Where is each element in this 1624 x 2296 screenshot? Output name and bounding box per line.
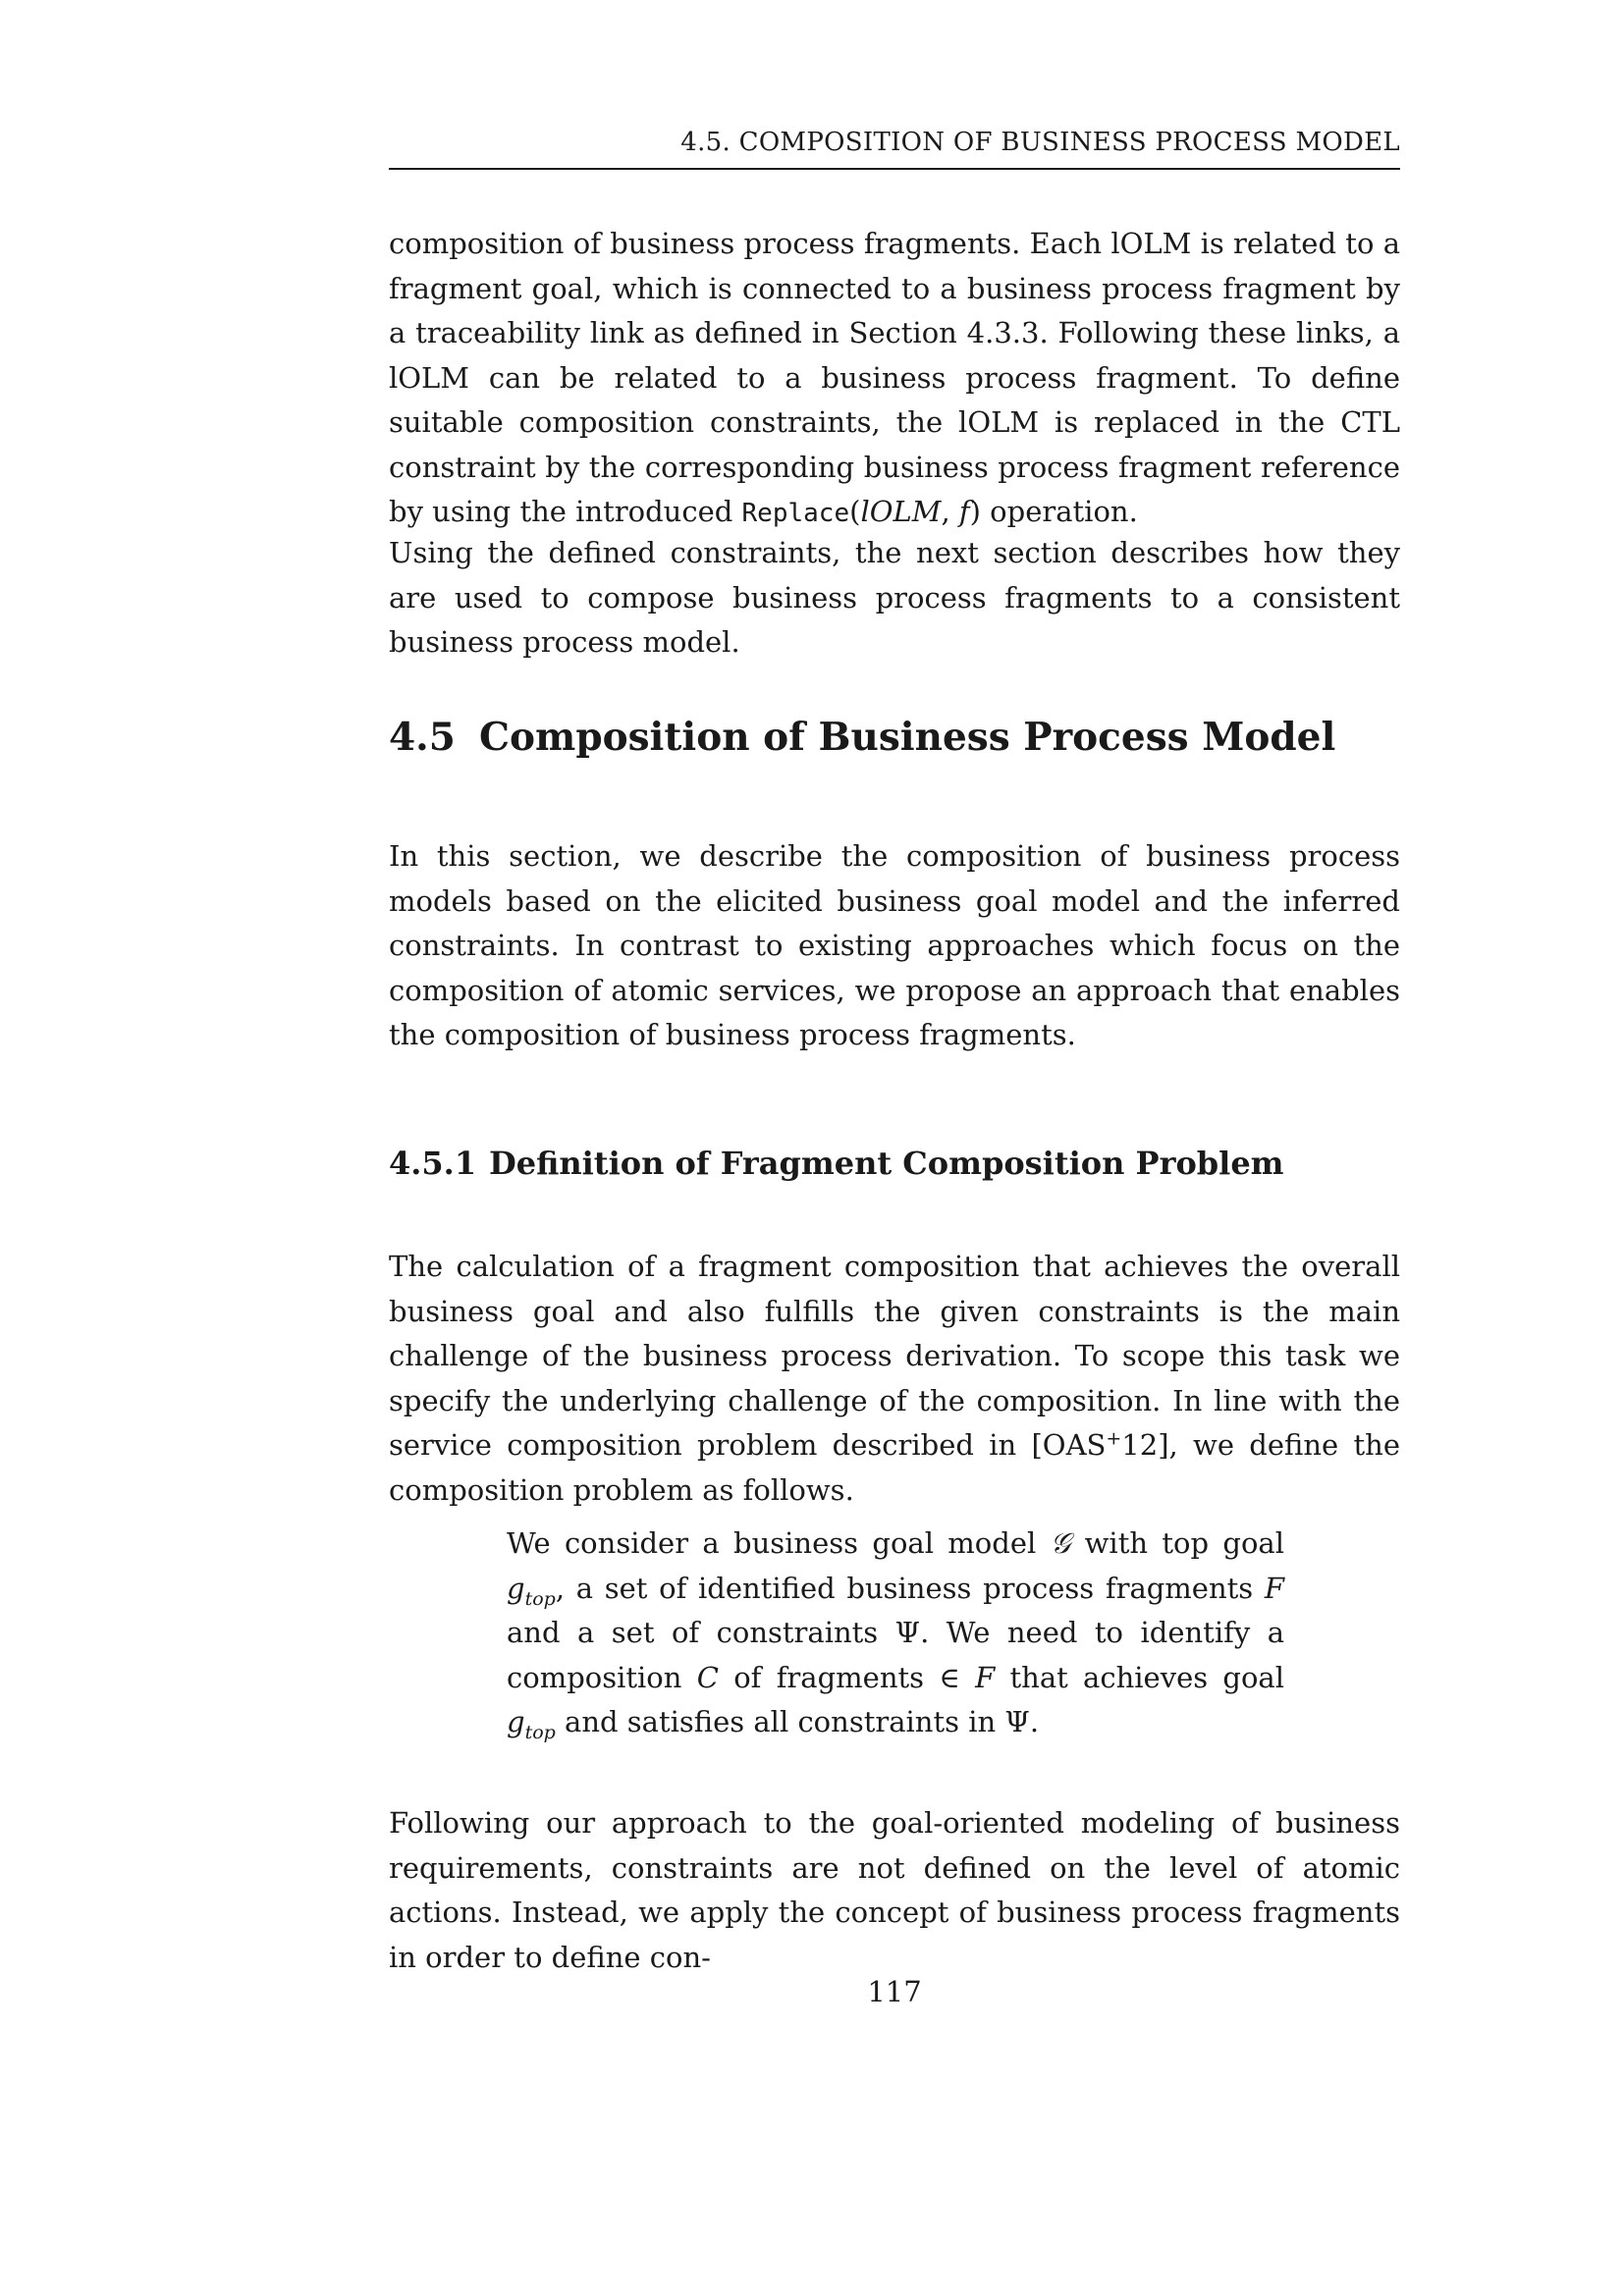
math-top-subscript: top (524, 1721, 556, 1743)
problem-definition-quote (507, 1522, 1284, 1745)
quote-text: and satisfies all constraints in Ψ. (555, 1705, 1040, 1738)
replace-operation-code: Replace (741, 499, 850, 528)
math-g: g (507, 1705, 525, 1738)
paragraph-text-end: 12], we define the composition problem as follows. (389, 1428, 1400, 1507)
subsection-title: Definition of Fragment Composition Problem (489, 1145, 1284, 1182)
comma: , (941, 495, 959, 528)
open-paren: ( (849, 495, 861, 528)
subsection-heading (389, 1145, 1284, 1182)
paragraph-text: The calculation of a fragment composition that achieves the overall business goal and also fulfills the given constraints is the main challenge of the business process derivation. To scope this task we specify the underlying challenge of the composition. In line with the service composition problem described in [OAS (389, 1250, 1400, 1462)
quote-text: with top goal (1070, 1526, 1284, 1560)
math-lolm: lOLM (860, 495, 942, 528)
paragraph-next-section: Using the defined constraints, the next section describes how they are used to compose business process fragments to a consistent business process model. (389, 536, 1400, 659)
paragraph-problem-intro (389, 1245, 1400, 1513)
math-g: g (507, 1571, 525, 1605)
paragraph-text: composition of business process fragments. Each lOLM is related to a fragment goal, which is connected to a business process fragment by a traceability link as defined in Section 4.3.3. Following these links, a lOLM can be related to a business process fragment. To define suitable composition constraints, the lOLM is replaced in the CTL constraint by the corresponding business process fragment reference by using the introduced (389, 227, 1400, 528)
math-goal-model: 𝒢 (1050, 1526, 1071, 1560)
section-heading (389, 715, 1335, 760)
paragraph-composition-constraints (389, 222, 1400, 537)
paragraph-section-intro: In this section, we describe the composition of business process models based on the elicited business goal model and the inferred constraints. In contrast to existing approaches which focus on the composition of atomic services, we propose an approach that enables the composition of business process fragments. (389, 839, 1400, 1051)
math-composition: C (696, 1660, 719, 1694)
math-f: f (958, 495, 970, 528)
quote-text: , a set of identified business process fragments (555, 1571, 1265, 1605)
page-number: 117 (867, 1975, 922, 2008)
math-top-subscript: top (524, 1587, 556, 1610)
section-number: 4.5 (389, 715, 456, 760)
quote-text: We consider a business goal model (507, 1526, 1051, 1560)
section-title: Composition of Business Process Model (479, 715, 1336, 760)
subsection-number: 4.5.1 (389, 1145, 477, 1182)
running-header: 4.5. COMPOSITION OF BUSINESS PROCESS MODEL (680, 128, 1400, 157)
quote-text: and a set of constraints Ψ. We need to identify a composition (507, 1616, 1284, 1694)
quote-text: of fragments ∈ (718, 1660, 976, 1694)
math-fragments: F (975, 1660, 996, 1694)
paragraph-goal-oriented: Following our approach to the goal-oriented modeling of business requirements, constraints are not defined on the level of atomic actions. Instead, we apply the concept of business process fragments in order to define con- (389, 1806, 1400, 1974)
close-paren: ) (969, 495, 981, 528)
citation-superscript: + (1106, 1427, 1122, 1450)
math-fragments: F (1264, 1571, 1284, 1605)
header-rule (389, 168, 1400, 170)
quote-text: that achieves goal (995, 1660, 1284, 1694)
paragraph-text-end: operation. (980, 495, 1138, 528)
